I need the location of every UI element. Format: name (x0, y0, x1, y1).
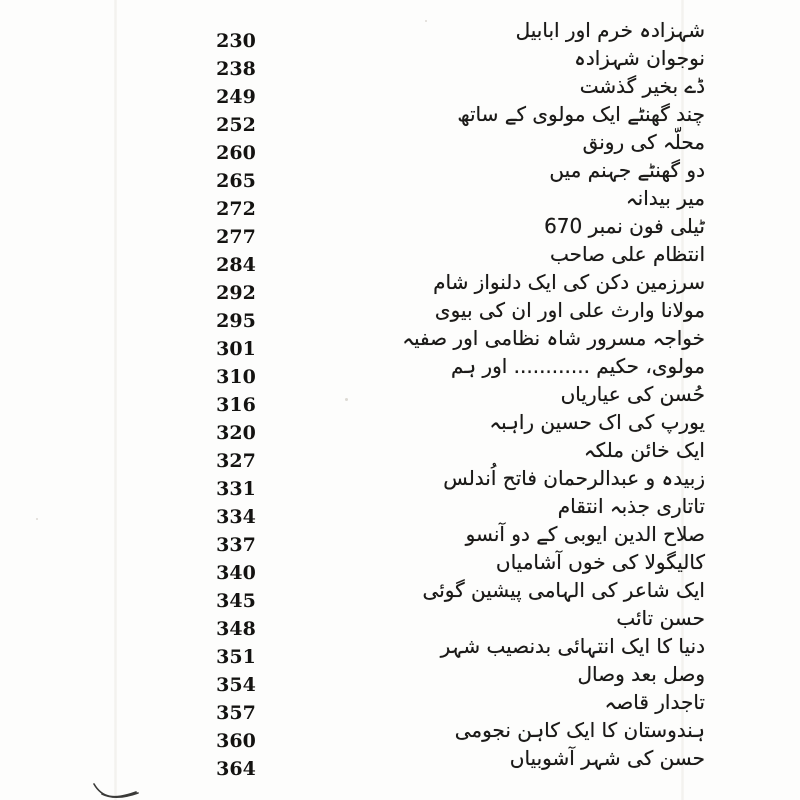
toc-entry-page-number: 327 (216, 450, 256, 472)
toc-entry-page-number: 252 (216, 114, 256, 136)
toc-row (0, 550, 800, 584)
toc-entry-page-number: 345 (216, 590, 256, 612)
toc-entry-page-number: 364 (216, 758, 256, 780)
toc-entry-title: چند گھنٹے ایک مولوی کے ساتھ (457, 102, 705, 126)
toc-row (0, 102, 800, 136)
toc-row (0, 410, 800, 444)
toc-entry-page-number: 351 (216, 646, 256, 668)
toc-row (0, 242, 800, 276)
toc-entry-page-number: 301 (216, 338, 256, 360)
toc-entry-page-number: 360 (216, 730, 256, 752)
toc-entry-page-number: 284 (216, 254, 256, 276)
toc-entry-page-number: 292 (216, 282, 256, 304)
toc-row (0, 214, 800, 248)
toc-entry-page-number: 316 (216, 394, 256, 416)
toc-row (0, 270, 800, 304)
pen-stroke-mark (92, 778, 152, 800)
toc-entry-title: شہزادہ خرم اور ابابیل (515, 18, 705, 42)
toc-entry-page-number: 348 (216, 618, 256, 640)
toc-entry-title: دو گھنٹے جہنم میں (549, 158, 705, 182)
toc-entry-title: زبیدہ و عبدالرحمان فاتح اُندلس (443, 466, 705, 490)
toc-entry-title: حسن تائب (616, 606, 705, 630)
toc-entry-title: دنیا کا ایک انتہائی بدنصیب شہر (440, 634, 705, 658)
toc-row (0, 578, 800, 612)
toc-entry-page-number: 357 (216, 702, 256, 724)
toc-row (0, 186, 800, 220)
toc-entry-page-number: 295 (216, 310, 256, 332)
toc-entry-title: تاتاری جذبہ انتقام (557, 494, 705, 518)
toc-entry-page-number: 260 (216, 142, 256, 164)
toc-entry-title: یورپ کی اک حسین راہبہ (489, 410, 705, 434)
toc-row (0, 130, 800, 164)
toc-entry-title: محلّہ کی رونق (582, 130, 705, 154)
toc-entry-page-number: 320 (216, 422, 256, 444)
toc-entry-page-number: 354 (216, 674, 256, 696)
toc-entry-title: نوجوان شہزادہ (574, 46, 705, 70)
toc-entry-page-number: 340 (216, 562, 256, 584)
toc-entry-page-number: 272 (216, 198, 256, 220)
toc-entry-page-number: 310 (216, 366, 256, 388)
toc-entry-page-number: 331 (216, 478, 256, 500)
dust-speck (36, 518, 38, 520)
toc-entry-title: کالیگولا کی خوں آشامیاں (495, 550, 705, 574)
toc-row (0, 606, 800, 640)
toc-entry-title: ٹیلی فون نمبر 670 (544, 214, 705, 238)
toc-row (0, 494, 800, 528)
toc-row (0, 718, 800, 752)
toc-entry-title: سرزمین دکن کی ایک دلنواز شام (433, 270, 705, 294)
toc-row (0, 74, 800, 108)
toc-row (0, 438, 800, 472)
toc-entry-title: انتظام علی صاحب (549, 242, 705, 266)
toc-entry-page-number: 337 (216, 534, 256, 556)
toc-entry-title: تاجدار قاصہ (604, 690, 705, 714)
toc-entry-page-number: 334 (216, 506, 256, 528)
toc-row (0, 354, 800, 388)
toc-entry-title: حسن کی شہر آشوبیاں (509, 746, 705, 770)
toc-entry-title: ہندوستان کا ایک کاہن نجومی (454, 718, 705, 742)
toc-entry-title: ایک شاعر کی الہامی پیشین گوئی (422, 578, 705, 602)
toc-entry-title: خواجہ مسرور شاہ نظامی اور صفیہ (402, 326, 705, 350)
dust-speck (425, 20, 427, 22)
toc-entry-title: میر بیدانہ (625, 186, 705, 210)
toc-entry-title: وصل بعد وصال (577, 662, 705, 686)
toc-row (0, 46, 800, 80)
toc-row (0, 690, 800, 724)
toc-entry-title: ڈے بخیر گذشت (579, 74, 705, 98)
toc-row (0, 522, 800, 556)
toc-entry-page-number: 238 (216, 58, 256, 80)
toc-entry-title: مولوی، حکیم ............ اور ہم (451, 354, 705, 378)
toc-entry-title: صلاح الدین ایوبی کے دو آنسو (465, 522, 705, 546)
toc-row (0, 634, 800, 668)
toc-row (0, 326, 800, 360)
dust-speck (345, 398, 348, 401)
toc-entry-title: مولانا وارث علی اور ان کی بیوی (434, 298, 705, 322)
toc-row (0, 158, 800, 192)
toc-row (0, 466, 800, 500)
toc-entry-page-number: 249 (216, 86, 256, 108)
toc-entry-page-number: 277 (216, 226, 256, 248)
toc-entry-page-number: 230 (216, 30, 256, 52)
toc-row (0, 298, 800, 332)
toc-row (0, 18, 800, 52)
toc-entry-page-number: 265 (216, 170, 256, 192)
toc-row (0, 382, 800, 416)
toc-row (0, 662, 800, 696)
toc-entry-title: ایک خائن ملکہ (583, 438, 705, 462)
toc-entry-title: حُسن کی عیاریاں (560, 382, 705, 406)
toc-row (0, 746, 800, 780)
